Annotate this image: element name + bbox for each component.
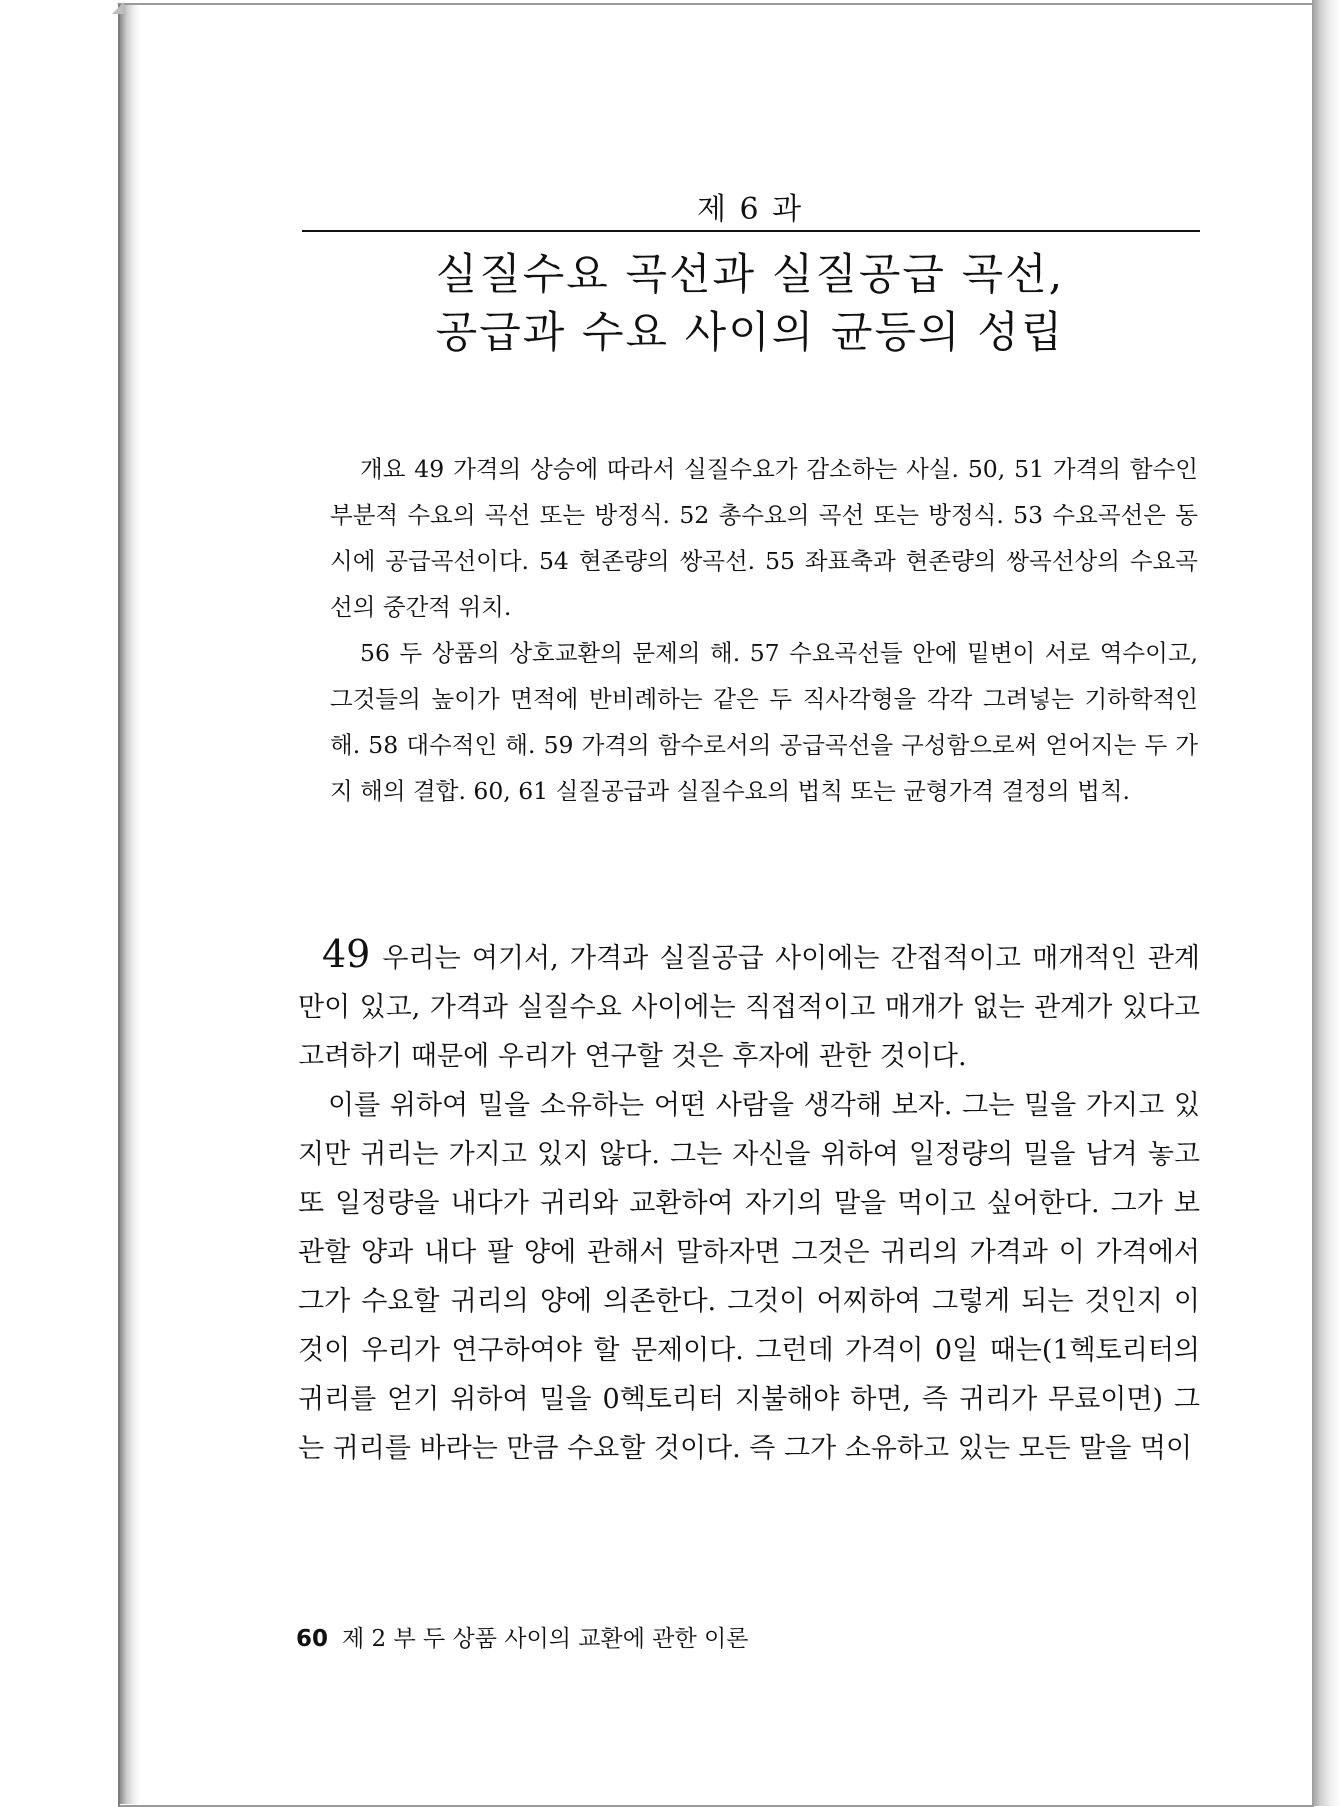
body-paragraph-text: 우리는 여기서, 가격과 실질공급 사이에는 간접적이고 매개적인 관계만이 있고, 가격과 실질수요 사이에는 직접적이고 매개가 없는 관계가 있다고 고려하기 때문에 우리가 연구할 것은 후자에 관한 것이다. <box>298 943 1200 1072</box>
book-corner <box>112 2 124 14</box>
page-right-shadow <box>1312 0 1340 1806</box>
chapter-title-line-1: 실질수요 곡선과 실질공급 곡선, <box>435 250 1065 300</box>
running-footer: 제 2 부 두 상품 사이의 교환에 관한 이론 <box>342 1626 749 1652</box>
body-paragraph: 이를 위하여 밀을 소유하는 어떤 사람을 생각해 보자. 그는 밀을 가지고 있지만 귀리는 가지고 있지 않다. 그는 자신을 위하여 일정량의 밀을 남겨 놓고 또 일정량을 내다가 귀리와 교환하여 자기의 말을 먹이고 싶어한다. 그가 보관할 양과 내다 팔 양에 관해서 말하자면 그것은 귀리의 가격과 이 가격에서 그가 수요할 귀리의 양에 의존한다. 그것이 어찌하여 그렇게 되는 것인지 이것이 우리가 연구하여야 할 문제이다. 그런데 가격이 0일 때는(1헥토리터의 귀리를 얻기 위하여 밀을 0헥토리터 지불해야 하면, 즉 귀리가 무료이면) 그는 귀리를 바라는 만큼 수요할 것이다. 즉 그가 소유하고 있는 모든 말을 먹이 <box>298 1090 1200 1464</box>
body-text <box>298 930 1200 1473</box>
chapter-title-line-2: 공급과 수요 사이의 균등의 성립 <box>435 308 1065 358</box>
body-paragraph <box>298 930 1200 1081</box>
lesson-label: 제 6 과 <box>696 192 804 227</box>
title-rule <box>302 230 1200 232</box>
page-footer <box>296 1620 748 1653</box>
chapter-summary <box>330 446 1198 814</box>
summary-paragraph: 개요 49 가격의 상승에 따라서 실질수요가 감소하는 사실. 50, 51 가격의 함수인 부분적 수요의 곡선 또는 방정식. 52 총수요의 곡선 또는 방정식. 53 수요곡선은 동시에 공급곡선이다. 54 현존량의 쌍곡선. 55 좌표축과 현존량의 쌍곡선상의 수요곡선의 중간적 위치. <box>330 455 1198 621</box>
section-number: 49 <box>322 932 371 976</box>
page-number: 60 <box>296 1626 329 1652</box>
summary-paragraph: 56 두 상품의 상호교환의 문제의 해. 57 수요곡선들 안에 밑변이 서로 역수이고, 그것들의 높이가 면적에 반비례하는 같은 두 직사각형을 각각 그려넣는 기하학적인 해. 58 대수적인 해. 59 가격의 함수로서의 공급곡선을 구성함으로써 얻어지는 두 가지 해의 결합. 60, 61 실질공급과 실질수요의 법칙 또는 균형가격 결정의 법칙. <box>330 639 1198 805</box>
book-spine-shadow <box>120 5 140 1804</box>
chapter-title <box>300 246 1200 362</box>
